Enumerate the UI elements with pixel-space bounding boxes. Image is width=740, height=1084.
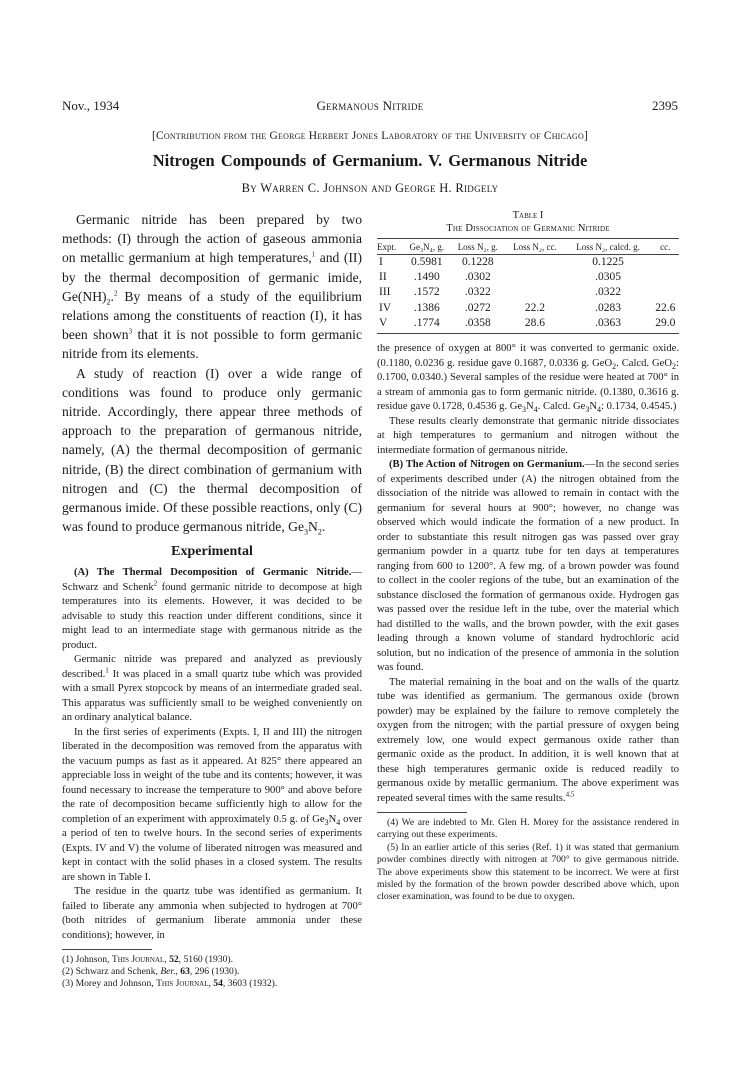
- footnote-4: (4) We are indebted to Mr. Glen H. Morey for the assistance rendered in carrying out these experiments.: [377, 817, 679, 841]
- dissociation-table: [377, 238, 679, 334]
- byline: By Warren C. Johnson and George H. Ridgely: [241, 181, 499, 195]
- table-cell: I: [379, 256, 383, 268]
- table-cell: 28.6: [505, 316, 565, 334]
- table-cell: [652, 270, 680, 285]
- table-header: cc.: [652, 239, 680, 255]
- table-cell: 29.0: [652, 316, 680, 334]
- footnote-3: (3) Morey and Johnson, This Journal, 54, 3603 (1932).: [62, 978, 278, 990]
- right-column: [377, 210, 679, 904]
- left-column: [62, 210, 362, 990]
- table-header-row: [377, 239, 679, 255]
- section-a-paragraph-1: (A) The Thermal Decomposition of Germanic Nitride.—Schwarz and Schenk$^2$ found germanic nitride to decompose at high temperatures into its elements. However, it was decided to be advisable to study this reaction under different conditions, since it might lead to an intermediate stage with germanous nitride as the product.: [62, 567, 362, 651]
- intro-paragraph-2: A study of reaction (I) over a wide range of conditions was found to produce only germanic nitride. Accordingly, there appear three methods of approach to the preparation of germanous nitride, namely, (A) the thermal decomposition of germanic nitride, (B) the direct combination of germanium with nitrogen and (C) the thermal decomposition of germanous imide. Of these possible reactions, only (C) was found to produce germanous nitride, $Ge_3N_2$.: [62, 365, 362, 537]
- page-number: 2395: [652, 98, 678, 113]
- table-cell: 0.5981: [411, 256, 443, 268]
- footnote-5: (5) In an earlier article of this series (Ref. 1) it was stated that germanium powder combines directly with nitrogen at 700° to give germanous nitride. The above experiments show this statement to be incorrect. We were at first misled by the formation of the brown powder described above which, upon closer examination, was found to be due to oxygen.: [377, 841, 679, 903]
- table-cell: 0.1225: [592, 256, 624, 268]
- intro-paragraph-1: Germanic nitride has been prepared by two methods: (I) through the action of gaseous ammonia on metallic germanium at high temperatures,$^1$ and (II) by the thermal decomposition of germanic imide, $Ge(NH)_2.^2$ By means of a study of the equilibrium relations among the constituents of reaction (I), it has been shown$^3$ that it is not possible to form germanic nitride from its elements.: [62, 212, 362, 362]
- table-cell: [652, 285, 680, 300]
- table-row: [377, 270, 679, 285]
- table-row: [377, 255, 679, 271]
- table-header: Expt.: [377, 239, 403, 255]
- experimental-heading: Experimental: [171, 544, 253, 560]
- table-cell: .0363: [565, 316, 652, 334]
- contribution-line: [Contribution from the George Herbert Jones Laboratory of the University of Chicago]: [151, 130, 589, 142]
- section-b-heading: (B) The Action of Nitrogen on Germanium.: [389, 459, 585, 471]
- table-cell: V: [377, 316, 403, 334]
- table-cell: .0358: [450, 316, 505, 334]
- table-cell: .1386: [413, 301, 440, 314]
- table-header: Loss N₂, calcd. g.: [565, 239, 652, 255]
- residue-paragraph: the presence of oxygen at 800° it was converted to germanic oxide. (0.1180, 0.0236 g. residue gave 0.1687, 0.0336 g. GeO$_2$. Calcd. GeO$_2$: 0.1700, 0.0340.) Several samples of the residue were heated at 700° in a stream of ammonia gas to form germanic nitride. (0.1380, 0.3616 g. residue gave 0.1728, 0.4536 g. $Ge_3N_4$. Calcd. $Ge_3N_4$: 0.1734, 0.4545.): [377, 343, 679, 415]
- table-cell: III: [379, 286, 391, 299]
- table-title: The Dissociation of Germanic Nitride: [446, 223, 610, 234]
- article-title: Nitrogen Compounds of Germanium. V. Germanous Nitride: [152, 151, 588, 170]
- footnote-rule: [377, 812, 467, 813]
- table-cell: [505, 255, 565, 271]
- table-cell: .1572: [413, 286, 440, 299]
- running-title: Germanous Nitride: [316, 98, 424, 113]
- table-cell: [652, 255, 680, 271]
- table-cell: 22.6: [655, 301, 676, 314]
- table-row: [377, 285, 679, 300]
- table-cell: .0302: [464, 271, 491, 284]
- running-head: [62, 98, 678, 116]
- section-a-paragraph-3: In the first series of experiments (Expts. I, II and III) the nitrogen liberated in the decomposition was removed from the apparatus with the vacuum pumps as fast as it appeared. At 825° there appeared an appreciable loss in weight of the tube and its contents; however, it was found necessary to increase the temperature to 900° and above before the rate of decomposition became sufficiently high to allow for the completion of an experiment with approximately 0.5 g. of $Ge_3N_4$ over a period of ten to twelve hours. In the second series of experiments (Expts. IV and V) the volume of liberated nitrogen was measured and kept in contact with the solid phases in a closed system. The results are shown in Table I.: [62, 726, 362, 883]
- table-label: Table I: [512, 210, 544, 221]
- table-cell: 22.2: [524, 301, 545, 314]
- table-cell: IV: [379, 301, 392, 314]
- table-cell: .0272: [464, 301, 491, 314]
- table-header: Ge₃N₄, g.: [403, 239, 450, 255]
- table-cell: .1774: [403, 316, 450, 334]
- table-header: Loss N₂, cc.: [505, 239, 565, 255]
- table-cell: .1490: [413, 271, 440, 284]
- footnote-2: (2) Schwarz and Schenk, Ber., 63, 296 (1930).: [62, 966, 240, 978]
- table-cell: [505, 285, 565, 300]
- table-cell: .0322: [595, 286, 622, 299]
- section-a-heading: (A) The Thermal Decomposition of Germanic Nitride.: [74, 567, 352, 579]
- table-cell: 0.1228: [461, 256, 494, 268]
- section-a-paragraph-2: Germanic nitride was prepared and analyzed as previously described.$^1$ It was placed in a small quartz tube which was provided with a small Pyrex stopcock by means of an intermediate graded seal. This apparatus was sufficiently small to be weighed conveniently on an ordinary analytical balance.: [62, 654, 362, 724]
- footnote-1: (1) Johnson, This Journal, 52, 5160 (1930).: [62, 954, 234, 966]
- section-a-paragraph-4: The residue in the quartz tube was identified as germanium. It failed to liberate any ammonia when subjected to hydrogen at 700° (both nitrides of germanium liberate ammonia under these conditions); however, in: [62, 886, 362, 941]
- table-cell: .0283: [595, 301, 622, 314]
- table-row: [377, 316, 679, 334]
- footnote-rule: [62, 949, 152, 950]
- table-cell: .0322: [464, 286, 491, 299]
- section-b-paragraph-2: The material remaining in the boat and on the walls of the quartz tube was identified as germanium. The germanous oxide (brown powder) may be explained by the failure to remove completely the oxygen from the nitrogen; with the partial pressure of oxygen being extremely low, one would expect germanous oxide rather than germanic oxide as the product. In addition, it is well known that at these high temperatures germanic oxide is reduced readily to germanous oxide by metallic germanium. The above experiment was repeated several times with the same results.$^{4,5}$: [377, 676, 679, 804]
- table-cell: II: [379, 271, 387, 284]
- table-row: [377, 301, 679, 316]
- table-cell: [505, 270, 565, 285]
- conclusion-paragraph: These results clearly demonstrate that germanic nitride dissociates at high temperatures to germanium and nitrogen without the intermediate formation of germanous nitride.: [377, 415, 679, 456]
- issue-date: Nov., 1934: [62, 98, 120, 113]
- table-header: Loss N₂, g.: [450, 239, 505, 255]
- table-cell: .0305: [595, 271, 622, 284]
- footnotes-left: [62, 954, 362, 990]
- section-b-paragraph-1: (B) The Action of Nitrogen on Germanium.—In the second series of experiments described under (A) the nitrogen obtained from the dissociation of the nitride was allowed to remain in contact with the germanium for several hours at 900°; however, no change was observed which would indicate the formation of a new product. In order to substantiate this result nitrogen gas was passed over gray germanium powder in a quartz tube for ten days at temperatures ranging from 600 to 1200°. A few mg. of a brown powder was found to collect in the cooler regions of the tube, but an examination of the substance disclosed the formation of germanous oxide. Hydrogen gas was passed over the residue left in the tube, over the material which had distilled to the walls, and the brown powder, with the exit gases leading through a known volume of standard hydrochloric acid solution, but no indication of the presence of ammonia in the solution was found.: [377, 459, 679, 674]
